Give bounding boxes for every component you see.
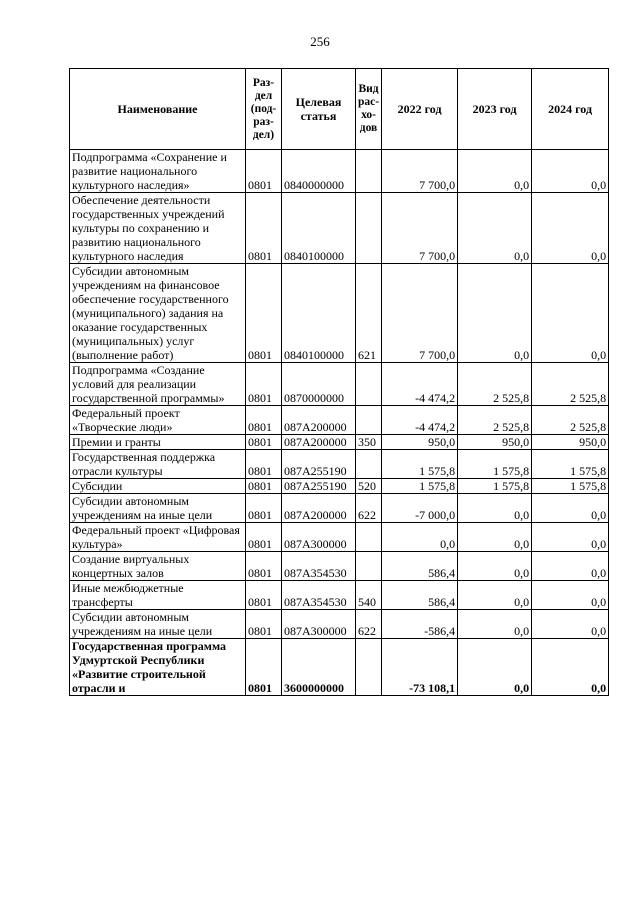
table-row	[70, 552, 609, 581]
cell-2024: 1 575,8	[532, 450, 609, 479]
cell-section: 0801	[246, 363, 282, 406]
header-2023: 2023 год	[458, 69, 532, 150]
cell-2024: 0,0	[532, 581, 609, 610]
cell-type	[356, 639, 382, 696]
cell-type: 520	[356, 479, 382, 494]
cell-2022: 0,0	[382, 523, 458, 552]
cell-2022: 586,4	[382, 552, 458, 581]
cell-2024: 0,0	[532, 639, 609, 696]
table-row	[70, 363, 609, 406]
cell-2022: 950,0	[382, 435, 458, 450]
header-name: Наименование	[70, 69, 246, 150]
cell-type	[356, 363, 382, 406]
table-row	[70, 450, 609, 479]
table-body	[70, 150, 609, 696]
cell-target: 0870000000	[282, 363, 356, 406]
table-row	[70, 610, 609, 639]
cell-2023: 2 525,8	[458, 406, 532, 435]
cell-type: 621	[356, 264, 382, 363]
cell-name: Создание виртуальных концертных залов	[70, 552, 246, 581]
cell-2024: 2 525,8	[532, 406, 609, 435]
cell-2024: 0,0	[532, 150, 609, 193]
cell-section: 0801	[246, 552, 282, 581]
cell-name: Подпрограмма «Сохранение и развитие национального культурного наследия»	[70, 150, 246, 193]
cell-target: 087А354530	[282, 581, 356, 610]
cell-name: Федеральный проект «Творческие люди»	[70, 406, 246, 435]
cell-2023: 2 525,8	[458, 363, 532, 406]
cell-2024: 0,0	[532, 264, 609, 363]
cell-type	[356, 193, 382, 264]
cell-name: Федеральный проект «Цифровая культура»	[70, 523, 246, 552]
cell-2023: 1 575,8	[458, 450, 532, 479]
cell-target: 087А300000	[282, 610, 356, 639]
cell-2023: 0,0	[458, 552, 532, 581]
cell-2024: 0,0	[532, 523, 609, 552]
cell-2023: 0,0	[458, 581, 532, 610]
cell-2022: 1 575,8	[382, 450, 458, 479]
cell-section: 0801	[246, 264, 282, 363]
cell-2022: -586,4	[382, 610, 458, 639]
table-row	[70, 406, 609, 435]
cell-2022: -7 000,0	[382, 494, 458, 523]
cell-target: 087А200000	[282, 435, 356, 450]
cell-section: 0801	[246, 450, 282, 479]
cell-target: 087А200000	[282, 494, 356, 523]
cell-2022: 7 700,0	[382, 264, 458, 363]
cell-2024: 950,0	[532, 435, 609, 450]
cell-section: 0801	[246, 150, 282, 193]
cell-name: Государственная поддержка отрасли культуры	[70, 450, 246, 479]
cell-2023: 0,0	[458, 494, 532, 523]
cell-name: Субсидии автономным учреждениям на иные цели	[70, 610, 246, 639]
cell-type: 350	[356, 435, 382, 450]
header-type: Вид рас-хо-дов	[356, 69, 382, 150]
cell-target: 3600000000	[282, 639, 356, 696]
cell-2022: -73 108,1	[382, 639, 458, 696]
cell-2022: 586,4	[382, 581, 458, 610]
header-2022: 2022 год	[382, 69, 458, 150]
header-target: Целевая статья	[282, 69, 356, 150]
cell-2022: -4 474,2	[382, 406, 458, 435]
table-row	[70, 639, 609, 696]
cell-name: Иные межбюджетные трансферты	[70, 581, 246, 610]
table-row	[70, 193, 609, 264]
cell-type	[356, 552, 382, 581]
table-row	[70, 264, 609, 363]
cell-type	[356, 150, 382, 193]
cell-2024: 0,0	[532, 610, 609, 639]
cell-type	[356, 450, 382, 479]
cell-2023: 0,0	[458, 610, 532, 639]
cell-name: Подпрограмма «Создание условий для реализации государственной программы»	[70, 363, 246, 406]
cell-2023: 0,0	[458, 639, 532, 696]
table-row	[70, 479, 609, 494]
table-row	[70, 523, 609, 552]
cell-target: 0840000000	[282, 150, 356, 193]
cell-name: Государственная программа Удмуртской Республики «Развитие строительной отрасли и	[70, 639, 246, 696]
cell-2023: 0,0	[458, 193, 532, 264]
cell-name: Обеспечение деятельности государственных учреждений культуры по сохранению и развитию национального культурного наследия	[70, 193, 246, 264]
cell-target: 087А354530	[282, 552, 356, 581]
cell-section: 0801	[246, 523, 282, 552]
cell-section: 0801	[246, 435, 282, 450]
cell-2024: 0,0	[532, 494, 609, 523]
cell-2024: 0,0	[532, 193, 609, 264]
cell-2023: 0,0	[458, 150, 532, 193]
cell-section: 0801	[246, 193, 282, 264]
cell-2024: 2 525,8	[532, 363, 609, 406]
cell-section: 0801	[246, 406, 282, 435]
cell-2024: 1 575,8	[532, 479, 609, 494]
cell-2023: 0,0	[458, 523, 532, 552]
header-2024: 2024 год	[532, 69, 609, 150]
cell-section: 0801	[246, 494, 282, 523]
cell-2023: 1 575,8	[458, 479, 532, 494]
cell-type: 622	[356, 494, 382, 523]
cell-target: 0840100000	[282, 193, 356, 264]
cell-name: Субсидии	[70, 479, 246, 494]
cell-type: 540	[356, 581, 382, 610]
cell-2023: 950,0	[458, 435, 532, 450]
page-number: 256	[310, 34, 330, 49]
cell-2024: 0,0	[532, 552, 609, 581]
cell-section: 0801	[246, 639, 282, 696]
cell-section: 0801	[246, 479, 282, 494]
cell-2023: 0,0	[458, 264, 532, 363]
cell-name: Премии и гранты	[70, 435, 246, 450]
cell-2022: 7 700,0	[382, 193, 458, 264]
cell-type	[356, 406, 382, 435]
table-header-row	[70, 69, 609, 150]
table-row	[70, 581, 609, 610]
cell-section: 0801	[246, 610, 282, 639]
cell-target: 087А300000	[282, 523, 356, 552]
cell-2022: -4 474,2	[382, 363, 458, 406]
cell-name: Субсидии автономным учреждениям на финансовое обеспечение государственного (муниципального) задания на оказание государственных (муниципальных) услуг (выполнение работ)	[70, 264, 246, 363]
cell-target: 087А200000	[282, 406, 356, 435]
cell-2022: 7 700,0	[382, 150, 458, 193]
header-section: Раз-дел (под-раз-дел)	[246, 69, 282, 150]
cell-section: 0801	[246, 581, 282, 610]
cell-name: Субсидии автономным учреждениям на иные цели	[70, 494, 246, 523]
table-row	[70, 150, 609, 193]
cell-type	[356, 523, 382, 552]
cell-target: 0840100000	[282, 264, 356, 363]
budget-table	[69, 68, 609, 696]
table-row	[70, 435, 609, 450]
cell-2022: 1 575,8	[382, 479, 458, 494]
cell-target: 087А255190	[282, 450, 356, 479]
cell-type: 622	[356, 610, 382, 639]
cell-target: 087А255190	[282, 479, 356, 494]
table-row	[70, 494, 609, 523]
